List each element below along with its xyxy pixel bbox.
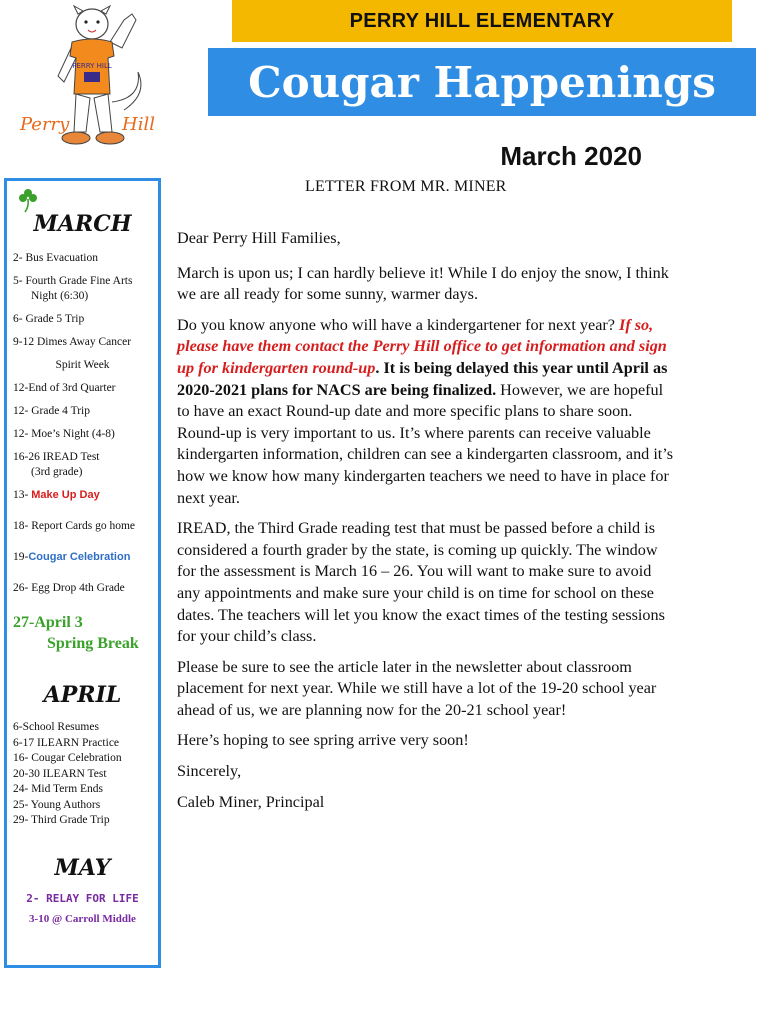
event-march-26: 26- Egg Drop 4th Grade (13, 582, 125, 594)
may-heading: MAY (54, 854, 111, 881)
event-march-13-date: 13- (13, 489, 32, 501)
event-april-25: 25- Young Authors (13, 798, 101, 811)
letter-p2-roundup-info: However, we are hopeful to have an exact Round-up date and more specific plans to share soon. Round-up is very important to us. It’s where parents can receive valuable kindergarten information, children can see a kindergarten classroom, and it’s how we know how many kindergarten teachers we need to have in place for next year. (177, 380, 674, 507)
letter-signature: Caleb Miner, Principal (177, 792, 325, 811)
mascot-text-perry: Perry (20, 114, 70, 135)
event-april-29: 29- Third Grade Trip (13, 814, 110, 826)
letter-paragraph-1: March is upon us; I can hardly believe it! While I do enjoy the snow, I think we are all ready for some sunny, warmer days. (177, 263, 669, 304)
event-march-9-12-detail: Spirit Week (55, 359, 110, 371)
letter-greeting: Dear Perry Hill Families, (177, 229, 341, 247)
newsletter-title-banner (208, 48, 756, 116)
event-march-19-date: 19- (13, 551, 29, 563)
letter-p2-question: Do you know anyone who will have a kindergartener for next year? (177, 315, 620, 334)
event-march-9-12: 9-12 Dimes Away Cancer (13, 336, 132, 348)
newsletter-title: Cougar Happenings (248, 57, 716, 107)
march-heading: MARCH (33, 211, 132, 237)
letter-paragraph-4: Please be sure to see the article later in the newsletter about classroom placement for next year. While we still have a lot of the 19-20 school year ahead of us, we are planning now for the 20-21 school year! (177, 657, 657, 719)
mascot-text-hill: Hill (122, 114, 155, 135)
letter-paragraph-3: IREAD, the Third Grade reading test that must be passed before a child is considered a fourth grader by the state, is coming up quickly. The window for the assessment is March 16 – 26. You will want to make sure to avoid any appointments and make sure your child is on time for school on these dates. The teachers will let you know the exact times of the testing sessions for your child’s class. (177, 519, 665, 646)
issue-date: March 2020 (500, 141, 642, 171)
spring-break-dates: 27-April 3 (13, 614, 83, 631)
school-name: PERRY HILL ELEMENTARY (349, 9, 615, 32)
event-march-2: 2- Bus Evacuation (13, 252, 98, 264)
make-up-day-label: Make Up Day (31, 489, 100, 501)
event-march-13 (13, 488, 152, 503)
event-april-6-17: 6-17 ILEARN Practice (13, 736, 120, 749)
shamrock-icon (17, 187, 39, 213)
event-march-16-26-detail: (3rd grade) (31, 466, 83, 478)
letter-paragraph-2 (177, 315, 677, 509)
school-name-banner (232, 0, 732, 42)
april-events-list (13, 720, 152, 829)
event-march-16-26: 16-26 IREAD Test (13, 451, 100, 463)
letter-p2-delay-notice: . It is being delayed this year until April as 2020-2021 plans for NACS are being finalized. (177, 358, 668, 399)
event-march-18: 18- Report Cards go home (13, 520, 136, 532)
event-april-6: 6-School Resumes (13, 721, 99, 733)
cougar-celebration-label: Cougar Celebration (28, 551, 131, 563)
svg-text:PERRY HILL: PERRY HILL (72, 62, 112, 70)
letter-p2-kindergarten-callout: If so, please have them contact the Perry Hill office to get information and sign up for kindergarten round-up (177, 315, 667, 377)
calendar-sidebar (4, 178, 161, 968)
event-april-16: 16- Cougar Celebration (13, 752, 122, 764)
letter-closing: Sincerely, (177, 762, 242, 781)
event-march-12-quarter: 12-End of 3rd Quarter (13, 382, 116, 394)
event-march-6: 6- Grade 5 Trip (13, 313, 85, 325)
event-april-20-30: 20-30 ILEARN Test (13, 767, 107, 780)
april-heading: APRIL (43, 682, 122, 708)
event-april-24: 24- Mid Term Ends (13, 783, 104, 795)
letter-section-title: LETTER FROM MR. MINER (305, 178, 507, 195)
event-march-19 (13, 550, 152, 565)
event-may-2: 2- RELAY FOR LIFE (26, 891, 139, 905)
event-march-5: 5- Fourth Grade Fine Arts (13, 275, 133, 287)
event-march-12-trip: 12- Grade 4 Trip (13, 405, 90, 417)
event-march-5-detail: Night (6:30) (31, 290, 89, 302)
principal-letter (177, 228, 677, 822)
letter-paragraph-5: Here’s hoping to see spring arrive very soon! (177, 731, 469, 750)
event-march-12-moes: 12- Moe’s Night (4-8) (13, 428, 115, 440)
cougar-mascot-logo (14, 2, 160, 170)
event-may-3-10: 3-10 @ Carroll Middle (29, 912, 136, 925)
spring-break-label: Spring Break (47, 635, 139, 652)
